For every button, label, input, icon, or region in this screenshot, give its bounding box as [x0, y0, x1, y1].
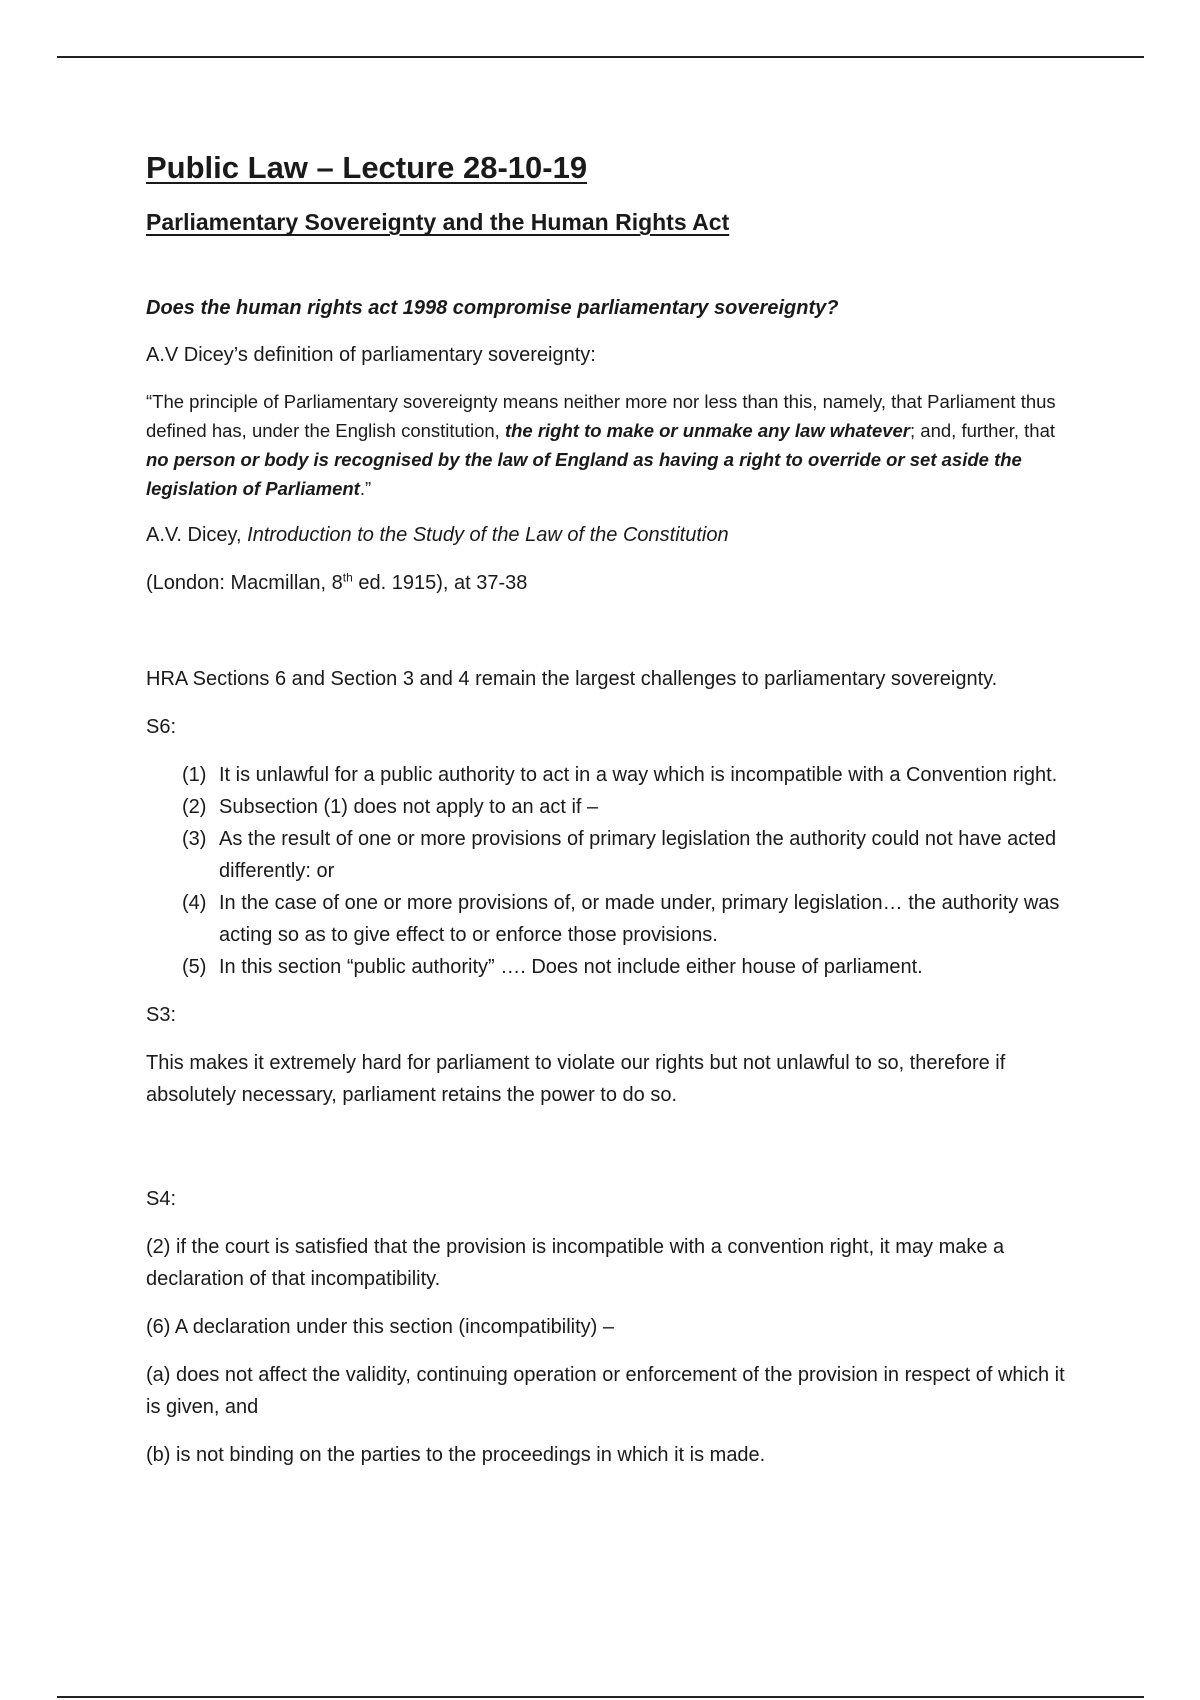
- s3-text: This makes it extremely hard for parliament to violate our rights but not unlawful to so, therefore if absolutely necessary, parliament retains the power to do so.: [146, 1052, 1006, 1107]
- list-item-number: (1): [182, 764, 207, 787]
- hra-intro: HRA Sections 6 and Section 3 and 4 remain the largest challenges to parliamentary sovereignty.: [146, 668, 998, 691]
- quote-part-1: “The principle of Parliamentary sovereignty means neither more nor less than this, namely, that Parliament thus defined has, under the English constitution,: [146, 391, 1056, 442]
- list-item: [182, 823, 1066, 887]
- spacer: [146, 615, 1066, 663]
- question-heading: Does the human rights act 1998 compromise parliamentary sovereignty?: [146, 297, 839, 320]
- s4-para-2: (2) if the court is satisfied that the provision is incompatible with a convention right, it may make a declaration of that incompatibility.: [146, 1236, 1005, 1291]
- list-item-number: (4): [182, 892, 207, 915]
- citation-author: A.V. Dicey,: [146, 524, 248, 547]
- dicey-citation: [146, 519, 1066, 551]
- dicey-quote: [146, 387, 1066, 503]
- list-item-text: In this section “public authority” …. Does not include either house of parliament.: [219, 956, 923, 979]
- dicey-intro: A.V Dicey’s definition of parliamentary sovereignty:: [146, 344, 596, 367]
- list-item: [182, 791, 1066, 823]
- quote-emphasis-1: the right to make or unmake any law whatever: [504, 420, 911, 442]
- s4-para-6: (6) A declaration under this section (incompatibility) –: [146, 1316, 615, 1339]
- citation-title: Introduction to the Study of the Law of the Constitution: [247, 524, 729, 547]
- quote-emphasis-2: no person or body is recognised by the law of England as having a right to override or set aside the legislation of Parliament: [146, 449, 1022, 500]
- list-item-number: (2): [182, 796, 207, 819]
- page-subtitle: Parliamentary Sovereignty and the Human Rights Act: [146, 209, 730, 236]
- header-rule: [57, 56, 1144, 58]
- s4-para-b: (b) is not binding on the parties to the proceedings in which it is made.: [146, 1444, 766, 1467]
- publisher-pre: (London: Macmillan, 8: [146, 572, 343, 595]
- list-item-number: (3): [182, 828, 207, 851]
- footer-rule: [57, 1696, 1144, 1698]
- list-item: [182, 951, 1066, 983]
- quote-part-3: ; and, further, that: [910, 420, 1056, 442]
- dicey-publisher: [146, 567, 1066, 599]
- s6-label: S6:: [146, 716, 177, 739]
- page-title: Public Law – Lecture 28-10-19: [146, 150, 588, 185]
- document-page: [146, 148, 1066, 1487]
- list-item-text: It is unlawful for a public authority to act in a way which is incompatible with a Convention right.: [219, 764, 1058, 787]
- list-item-number: (5): [182, 956, 207, 979]
- quote-part-5: .”: [359, 478, 372, 500]
- publisher-post: ed. 1915), at 37-38: [352, 572, 528, 595]
- s3-label: S3:: [146, 1004, 177, 1027]
- list-item: [182, 887, 1066, 951]
- list-item-text: As the result of one or more provisions of primary legislation the authority could not have acted differently: or: [219, 828, 1057, 883]
- list-item-text: Subsection (1) does not apply to an act if –: [219, 796, 599, 819]
- list-item: [182, 759, 1066, 791]
- s4-label: S4:: [146, 1188, 177, 1211]
- s4-para-a: (a) does not affect the validity, continuing operation or enforcement of the provision in respect of which it is given, and: [146, 1364, 1065, 1419]
- publisher-sup: th: [342, 570, 353, 585]
- s6-list: [146, 759, 1066, 983]
- spacer: [146, 1127, 1066, 1183]
- list-item-text: In the case of one or more provisions of, or made under, primary legislation… the authority was acting so as to give effect to or enforce those provisions.: [219, 892, 1060, 947]
